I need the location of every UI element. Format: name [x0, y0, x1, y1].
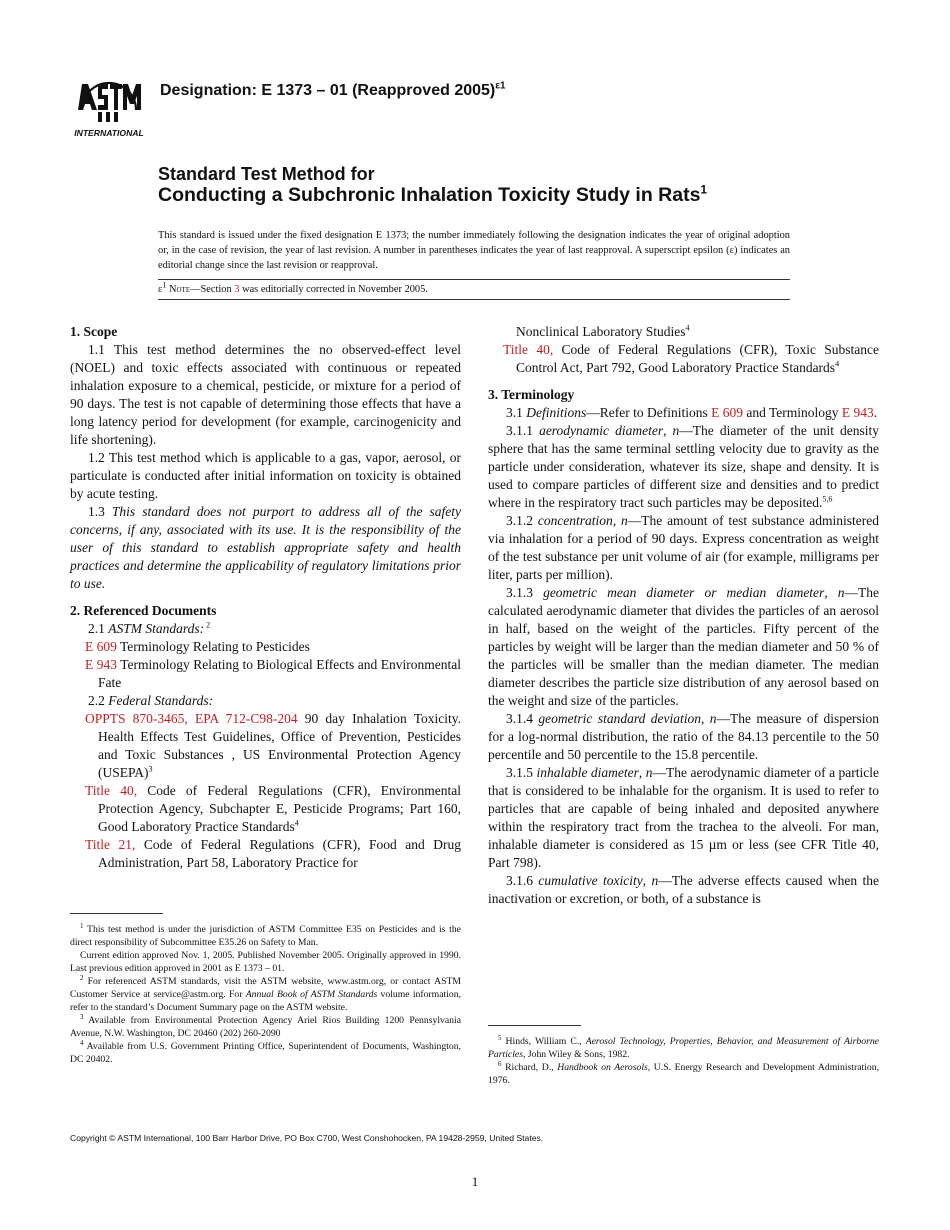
paragraph-2-1: 2.1 ASTM Standards: $^2$ — [88, 620, 211, 636]
copyright-notice: Copyright © ASTM International, 100 Barr Harbor Drive, PO Box C700, West Conshohocken, PA 19428-2959, United States. — [70, 1133, 544, 1143]
definition-median-diameter: 3.1.3 geometric mean diameter or median diameter, n—The calculated aerodynamic diameter that divides the particles of an aerosol in half, based on the weight of the particles. Fifty percent of the particles by weight will be larger than the median diameter and 50 % of the particles will be smaller than the median diameter. The median diameter describes the particle size distribution of any aerosol based on the weight and size of the particles. — [488, 585, 879, 708]
footnotes-right — [488, 1035, 879, 1087]
section-heading-referenced-documents: 2. Referenced Documents — [70, 603, 217, 618]
paragraph-2-2: 2.2 Federal Standards: — [88, 693, 214, 708]
reference-title-40-epa: Title 40, Code of Federal Regulations (CFR), Environmental Protection Agency, Subchapter E, Pesticide Programs; Part 160, Good Laboratory Practice Standards$^4$ — [85, 783, 461, 834]
astm-logo — [68, 70, 150, 140]
title-21-link[interactable]: Title 21, — [85, 837, 136, 852]
designation: Designation: E 1373 – 01 (Reapproved 2005)$^{\varepsilon 1}$ — [160, 80, 506, 99]
logo-text-international: INTERNATIONAL — [74, 128, 144, 138]
reference-e943: E 943 Terminology Relating to Biological Effects and Environmental Fate — [85, 657, 461, 690]
title-40-tsca-link[interactable]: Title 40, — [503, 342, 554, 357]
divider — [158, 299, 790, 300]
paragraph-1-3: 1.3 This standard does not purport to address all of the safety concerns, if any, associated with its use. It is the responsibility of the user of this standard to establish appropriate safety and health practices and determine the applicability of regulatory limitations prior to use. — [70, 504, 462, 591]
e943-link[interactable]: E 943 — [841, 405, 874, 420]
definition-concentration: 3.1.2 concentration, n—The amount of test substance administered via inhalation for a period of 90 days. Express concentration as weight of the test substance per unit volume of air (for example, milligrams per liter, parts per million). — [488, 513, 880, 582]
reference-title-21-continued: Nonclinical Laboratory Studies$^4$ — [516, 323, 690, 339]
reference-oppts: OPPTS 870-3465, EPA 712-C98-204 90 day Inhalation Toxicity. Health Effects Test Guidelines, Office of Prevention, Pesticides and Toxic Substances , US Environmental Protection Agency (USEPA)$^3$ — [85, 711, 462, 780]
footnote-4: $^4$ Available from U.S. Government Printing Office, Superintendent of Documents, Washington, DC 20402. — [70, 1038, 461, 1065]
page-number: 1 — [471, 1174, 479, 1189]
footnote-5: $^5$ Hinds, William C., Aerosol Technology, Properties, Behavior, and Measurement of Airborne Particles, John Wiley & Sons, 1982. — [488, 1033, 879, 1060]
oppts-link[interactable]: OPPTS 870-3465, EPA 712-C98-204 — [85, 711, 298, 726]
reference-e609: E 609 Terminology Relating to Pesticides — [85, 639, 310, 654]
issued-note: This standard is issued under the fixed designation E 1373; the number immediately following the designation indicates the year of original adoption or, in the case of revision, the year of last revision. A number in parentheses indicates the year of last reapproval. A superscript epsilon (ε) indicates an editorial change since the last revision or reapproval. — [158, 230, 790, 271]
reference-title-21: Title 21, Code of Federal Regulations (CFR), Food and Drug Administration, Part 58, Laboratory Practice for — [85, 837, 461, 870]
footnote-1b: Current edition approved Nov. 1, 2005. Published November 2005. Originally approved in 1990. Last previous edition approved in 2001 as E 1373 – 01. — [70, 950, 461, 974]
paragraph-1-2: 1.2 This test method which is applicable to a gas, vapor, aerosol, or particulate is conducted after initial information on toxicity is obtained by acute testing. — [70, 450, 461, 501]
left-column — [70, 323, 461, 872]
right-column — [488, 323, 879, 908]
footnote-divider — [488, 1025, 581, 1026]
definition-inhalable-diameter: 3.1.5 inhalable diameter, n—The aerodynamic diameter of a particle that is considered to be inhalable for the organism. It is used to refer to particles that are capable of being inhaled and deposited anywhere within the respiratory tract from the trachea to the alveoli. For man, inhalable diameter is considered as 15 µm or less (see CFR Title 40, Part 798). — [488, 765, 879, 870]
definition-cumulative-toxicity: 3.1.6 cumulative toxicity, n—The adverse effects caused when the inactivation or excretion, or both, of a substance is — [488, 873, 879, 906]
definition-geometric-standard-deviation: 3.1.4 geometric standard deviation, n—The measure of dispersion for a log-normal distribution, the ratio of the 84.13 percentile to the 50 percentile and 50 percentile to the 15.8 percentile. — [488, 711, 879, 762]
e609-link[interactable]: E 609 — [85, 639, 117, 654]
footnote-6: $^6$ Richard, D., Handbook on Aerosols, U.S. Energy Research and Development Administration, 1976. — [488, 1059, 879, 1086]
title-line-2: Conducting a Subchronic Inhalation Toxicity Study in Rats$^1$ — [158, 182, 708, 206]
footnotes-left — [70, 923, 461, 1066]
reference-title-40-tsca: Title 40, Code of Federal Regulations (CFR), Toxic Substance Control Act, Part 792, Good Laboratory Practice Standards$^4$ — [503, 342, 879, 375]
definition-aerodynamic-diameter: 3.1.1 aerodynamic diameter, n—The diameter of the unit density sphere that has the same terminal settling velocity due to gravity as the particle under consideration, whatever its size, shape and density. It is used to compare particles of different size and densities and to predict where in the respiratory tract such particles may be deposited.$^{5,6}$ — [488, 423, 880, 510]
section-heading-scope: 1. Scope — [70, 324, 118, 339]
divider — [158, 279, 790, 280]
paragraph-1-1: 1.1 This test method determines the no observed-effect level (NOEL) and toxic effects associated with continuous or repeated inhalation exposure to a chemical, pesticide, or mixture for a period of 90 days. The test is not capable of determining those effects that have a long latency period for development (for example, carcinogenicity and life shortening). — [70, 342, 461, 447]
section-heading-terminology: 3. Terminology — [488, 387, 575, 402]
footnote-2: $^2$ For referenced ASTM standards, visit the ASTM website, www.astm.org, or contact ASTM Customer Service at service@astm.org. For Annual Book of ASTM Standards volume information, refer to the standard’s Document Summary page on the ASTM website. — [70, 973, 461, 1013]
e609-link[interactable]: E 609 — [711, 405, 743, 420]
footnote-1: $^1$ This test method is under the jurisdiction of ASTM Committee E35 on Pesticides and is the direct responsibility of Subcommittee E35.26 on Safety to Man. — [70, 921, 461, 948]
paragraph-3-1: 3.1 Definitions—Refer to Definitions E 609 and Terminology E 943. — [506, 405, 878, 420]
e943-link[interactable]: E 943 — [85, 657, 117, 672]
footnote-divider — [70, 913, 163, 914]
section-3-link[interactable]: 3 — [234, 284, 240, 295]
title-40-link[interactable]: Title 40, — [85, 783, 138, 798]
editorial-note: $\varepsilon^1$ Note—Section 3 was editorially corrected in November 2005. — [158, 280, 428, 295]
footnote-3: $^3$ Available from Environmental Protection Agency Ariel Rios Building 1200 Pennsylvania Avenue, N.W. Washington, DC 20460 (202) 260-2090 — [70, 1012, 461, 1039]
title-line-1: Standard Test Method for — [158, 164, 375, 184]
